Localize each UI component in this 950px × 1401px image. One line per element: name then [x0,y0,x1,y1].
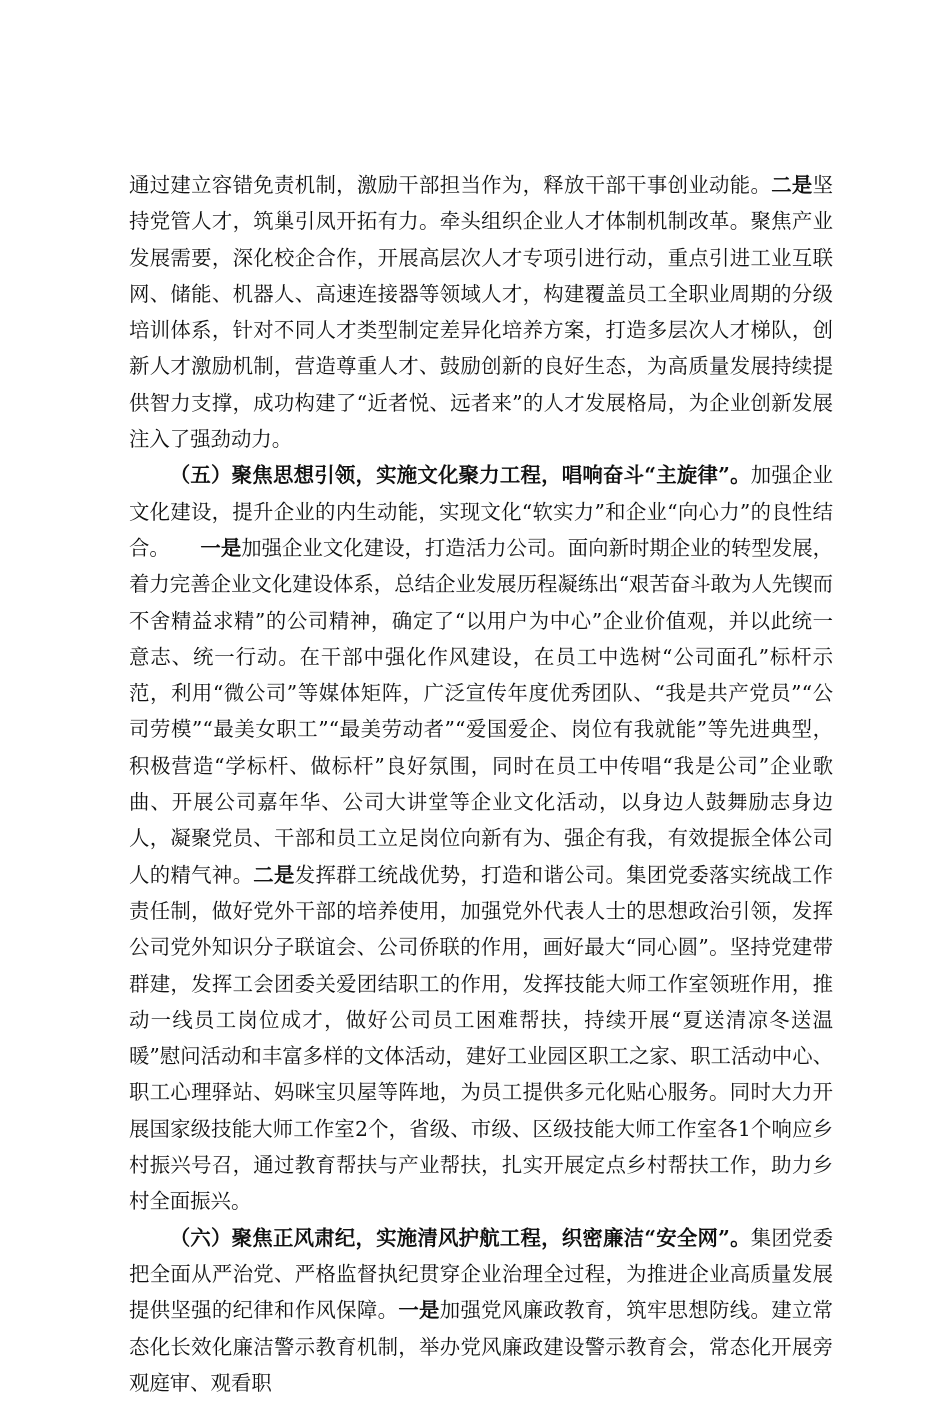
document-page [129,167,833,1401]
text-run: 加强党风廉政教育，筑牢思想防线。建立常态化长效化廉洁警示教育机制，举办党风廉政建设警示教育会，常态化开展旁观庭审、观看职 [129,1298,834,1395]
paragraph-talent [129,167,833,457]
paragraph-culture [129,457,833,1219]
text-run: 通过建立容错免责机制，激励干部担当作为，释放干部干事创业动能。 [129,173,772,197]
emphasis-ordinal: 一是 [200,535,242,560]
emphasis-ordinal: 二是 [771,173,813,197]
text-run: 加强企业文化建设，提升企业的内生动能，实现文化“软实力”和企业“向心力”的良性结合。 [129,463,833,560]
text-run: 集团党委把全面从严治党、严格监督执纪贯穿企业治理全过程，为推进企业高质量发展提供坚强的纪律和作风保障。 [129,1225,833,1323]
section-heading-five: （五）聚焦思想引领，实施文化聚力工程，唱响奋斗“主旋律”。 [169,463,751,488]
text-run: 发挥群工统战优势，打造和谐公司。集团党委落实统战工作责任制，做好党外干部的培养使用，加强党外代表人士的思想政治引领，发挥公司党外知识分子联谊会、公司侨联的作用，画好最大“同心圆”。坚持党建带群建，发挥工会团委关爱团结职工的作用，发挥技能大师工作室领班作用，推动一线员工岗位成才，做好公司员工困难帮扶，持续开展“夏送清凉冬送温暖”慰问活动和丰富多样的文体活动，建好工业园区职工之家、职工活动中心、职工心理驿站、妈咪宝贝屋等阵地，为员工提供多元化贴心服务。同时大力开展国家级技能大师工作室2个，省级、市级、区级技能大师工作室各1个响应乡村振兴号召，通过教育帮扶与产业帮扶，扎实开展定点乡村帮扶工作，助力乡村全面振兴。 [129,862,834,1214]
section-heading-six: （六）聚焦正风肃纪，实施清风护航工程，织密廉洁“安全网”。 [169,1225,751,1250]
text-run: 加强企业文化建设，打造活力公司。面向新时期企业的转型发展，着力完善企业文化建设体系，总结企业发展历程凝练出“艰苦奋斗敢为人先锲而不舍精益求精”的公司精神，确定了“以用户为中心”企业价值观，并以此统一意志、统一行动。在干部中强化作风建设，在员工中选树“公司面孔”标杆示范，利用“微公司”等媒体矩阵，广泛宣传年度优秀团队、“我是共产党员”“公司劳模”“最美女职工”“最美劳动者”“爱国爱企、岗位有我就能”等先进典型，积极营造“学标杆、做标杆”良好氛围，同时在员工中传唱“我是公司”企业歌曲、开展公司嘉年华、公司大讲堂等企业文化活动，以身边人鼓舞励志身边人，凝聚党员、干部和员工立足岗位向新有为、强企有我，有效提振全体公司人的精气神。 [129,535,833,887]
paragraph-discipline [129,1220,833,1401]
emphasis-ordinal: 一是 [398,1298,440,1323]
emphasis-ordinal: 二是 [253,862,295,887]
text-run: 坚持党管人才，筑巢引凤开拓有力。牵头组织企业人才体制机制改革。聚焦产业发展需要，深化校企合作，开展高层次人才专项引进行动，重点引进工业互联网、储能、机器人、高速连接器等领域人才，构建覆盖员工全职业周期的分级培训体系，针对不同人才类型制定差异化培养方案，打造多层次人才梯队，创新人才激励机制，营造尊重人才、鼓励创新的良好生态，为高质量发展持续提供智力支撑，成功构建了“近者悦、远者来”的人才发展格局，为企业创新发展注入了强劲动力。 [129,173,834,452]
